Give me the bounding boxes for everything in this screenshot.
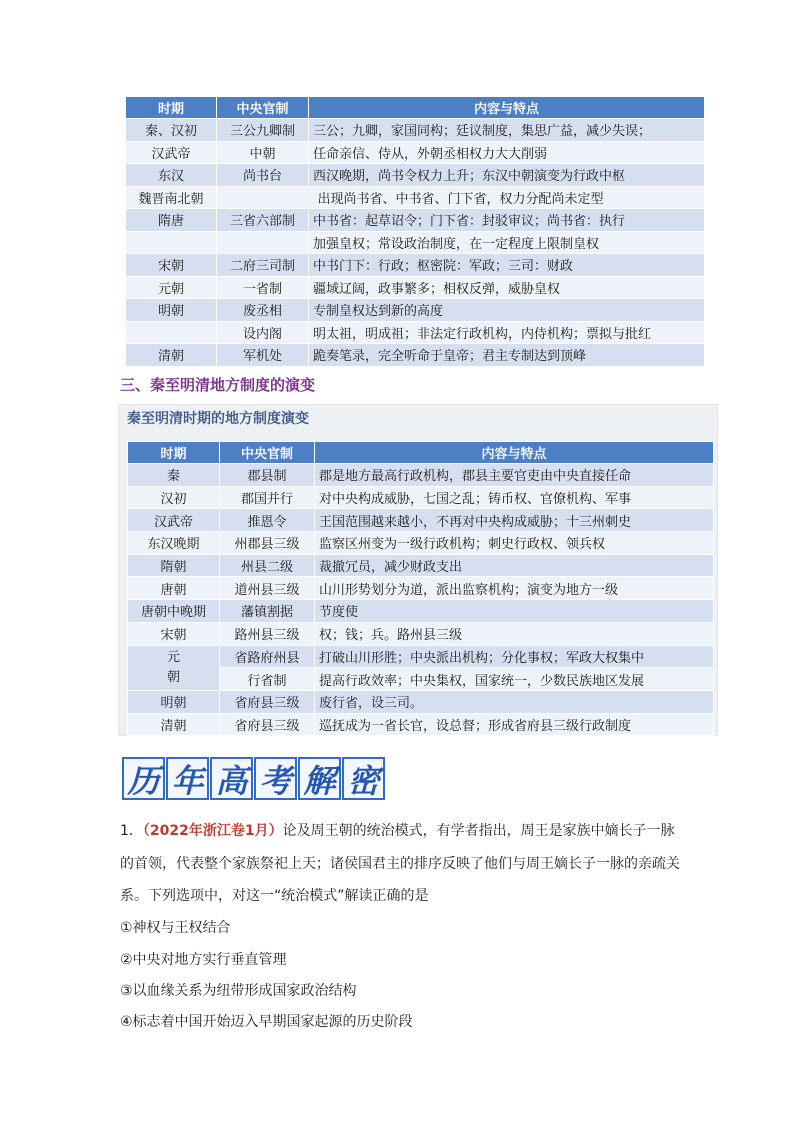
cell-system: 行省制 xyxy=(220,668,315,691)
central-system-table xyxy=(125,96,705,367)
table-row xyxy=(126,231,705,254)
cell-content: 王国范围越来越小，不再对中央构成威胁；十三州刺史 xyxy=(315,509,714,532)
exam-banner xyxy=(122,757,385,800)
cell-system: 省路府州县 xyxy=(220,645,315,668)
cell-period: 隋朝 xyxy=(128,554,220,577)
cell-content: 中书门下：行政；枢密院：军政；三司：财政 xyxy=(309,254,705,277)
cell-content: 巡抚成为一省长官，设总督；形成省府县三级行政制度 xyxy=(315,713,714,736)
cell-content: 疆域辽阔，政事繁多；相权反弹，威胁皇权 xyxy=(309,276,705,299)
header-period: 时期 xyxy=(126,97,217,119)
header-content: 内容与特点 xyxy=(315,442,714,464)
banner-char: 高 xyxy=(210,757,253,800)
question-line-1 xyxy=(120,820,675,840)
cell-period: 唐朝中晚期 xyxy=(128,600,220,623)
cell-content: 跪奏笔录，完全听命于皇帝；君主专制达到顶峰 xyxy=(309,344,705,367)
cell-content: 任命亲信、侍从，外朝丞相权力大大削弱 xyxy=(309,141,705,164)
yuan-label-bottom: 朝 xyxy=(166,669,180,685)
option-2: ②中央对地方实行垂直管理 xyxy=(120,952,287,968)
question-line-2: 的首领，代表整个家族祭祀上天；诸侯国君主的排序反映了他们与周王嫡长子一脉的亲疏关 xyxy=(120,856,680,872)
table-row xyxy=(126,321,705,344)
cell-system: 军机处 xyxy=(217,344,309,367)
cell-content: 权；钱；兵。路州县三级 xyxy=(315,622,714,645)
table-row xyxy=(126,299,705,322)
cell-content: 对中央构成威胁，七国之乱；铸币权、官僚机构、军事 xyxy=(315,486,714,509)
cell-period: 东汉 xyxy=(126,164,217,187)
cell-system: 郡国并行 xyxy=(220,486,315,509)
cell-system: 三公九卿制 xyxy=(217,119,309,142)
table-row xyxy=(128,554,714,577)
table-row xyxy=(126,209,705,232)
table-row xyxy=(128,577,714,600)
section-heading: 三、秦至明清地方制度的演变 xyxy=(120,376,316,394)
cell-period: 秦、汉初 xyxy=(126,119,217,142)
header-content: 内容与特点 xyxy=(309,97,705,119)
cell-system: 推恩令 xyxy=(220,509,315,532)
header-official-system: 中央官制 xyxy=(220,442,315,464)
cell-system: 三省六部制 xyxy=(217,209,309,232)
table-row xyxy=(126,254,705,277)
cell-content: 提高行政效率；中央集权，国家统一，少数民族地区发展 xyxy=(315,668,714,691)
cell-content: 明太祖，明成祖；非法定行政机构，内侍机构；票拟与批红 xyxy=(309,321,705,344)
cell-period: 明朝 xyxy=(126,299,217,322)
cell-system: 路州县三级 xyxy=(220,622,315,645)
cell-period xyxy=(126,231,217,254)
cell-period: 明朝 xyxy=(128,690,220,713)
cell-period: 清朝 xyxy=(126,344,217,367)
cell-system: 州县二级 xyxy=(220,554,315,577)
cell-content: 打破山川形胜；中央派出机构；分化事权；军政大权集中 xyxy=(315,645,714,668)
table-header-row xyxy=(128,442,714,464)
table-row xyxy=(128,713,714,736)
cell-period: 魏晋南北朝 xyxy=(126,186,217,209)
cell-content: 西汉晚期，尚书令权力上升；东汉中朝演变为行政中枢 xyxy=(309,164,705,187)
table-row xyxy=(128,509,714,532)
cell-system: 道州县三级 xyxy=(220,577,315,600)
cell-content: 中书省：起草诏令；门下省：封驳审议；尚书省：执行 xyxy=(309,209,705,232)
cell-content: 节度使 xyxy=(315,600,714,623)
cell-period: 东汉晚期 xyxy=(128,532,220,555)
table-header-row xyxy=(126,97,705,119)
figure-title: 秦至明清时期的地方制度演变 xyxy=(127,411,309,427)
table-row xyxy=(128,690,714,713)
cell-period: 宋朝 xyxy=(128,622,220,645)
cell-period: 汉初 xyxy=(128,486,220,509)
banner-char: 密 xyxy=(342,757,385,800)
cell-content: 出现尚书省、中书省、门下省，权力分配尚未定型 xyxy=(217,186,705,209)
table-row xyxy=(128,645,714,668)
question-text: 论及周王朝的统治模式，有学者指出，周王是家族中嫡长子一脉 xyxy=(282,823,675,839)
cell-system: 一省制 xyxy=(217,276,309,299)
cell-content: 郡是地方最高行政机构，郡县主要官吏由中央直接任命 xyxy=(315,464,714,487)
header-period: 时期 xyxy=(128,442,220,464)
cell-content: 裁撤冗员，减少财政支出 xyxy=(315,554,714,577)
cell-system: 藩镇割据 xyxy=(220,600,315,623)
table-row xyxy=(128,486,714,509)
cell-system: 省府县三级 xyxy=(220,713,315,736)
cell-system: 二府三司制 xyxy=(217,254,309,277)
table-row xyxy=(126,186,705,209)
table-row xyxy=(128,622,714,645)
cell-system: 尚书台 xyxy=(217,164,309,187)
cell-content: 废行省，设三司。 xyxy=(315,690,714,713)
cell-system: 省府县三级 xyxy=(220,690,315,713)
cell-content: 三公；九卿，家国同构；廷议制度，集思广益，减少失误； xyxy=(309,119,705,142)
banner-char: 历 xyxy=(122,757,165,800)
option-4: ④标志着中国开始迈入早期国家起源的历史阶段 xyxy=(120,1014,413,1030)
cell-system xyxy=(217,231,309,254)
cell-system: 州郡县三级 xyxy=(220,532,315,555)
table-row xyxy=(128,464,714,487)
cell-period: 宋朝 xyxy=(126,254,217,277)
table-row xyxy=(128,600,714,623)
table-row xyxy=(126,141,705,164)
banner-char: 年 xyxy=(166,757,209,800)
cell-content: 加强皇权；常设政治制度，在一定程度上限制皇权 xyxy=(309,231,705,254)
local-system-table xyxy=(127,441,714,736)
banner-char: 考 xyxy=(254,757,297,800)
cell-period: 唐朝 xyxy=(128,577,220,600)
table-row xyxy=(126,344,705,367)
table-row xyxy=(126,276,705,299)
cell-period: 隋唐 xyxy=(126,209,217,232)
cell-system: 设内阁 xyxy=(217,321,309,344)
cell-system: 废丞相 xyxy=(217,299,309,322)
option-1: ①神权与王权结合 xyxy=(120,920,231,936)
question-number: 1． xyxy=(120,823,143,839)
cell-content: 监察区州变为一级行政机构；刺史行政权、领兵权 xyxy=(315,532,714,555)
cell-period xyxy=(126,321,217,344)
table-row xyxy=(126,119,705,142)
local-system-figure xyxy=(118,404,718,736)
cell-period: 清朝 xyxy=(128,713,220,736)
cell-system: 中朝 xyxy=(217,141,309,164)
question-source: （2022年浙江卷1月） xyxy=(142,823,283,839)
table-row xyxy=(126,164,705,187)
header-official-system: 中央官制 xyxy=(217,97,309,119)
cell-period: 秦 xyxy=(128,464,220,487)
option-3: ③以血缘关系为纽带形成国家政治结构 xyxy=(120,983,357,999)
cell-period: 汉武帝 xyxy=(128,509,220,532)
cell-period-yuan xyxy=(128,645,220,690)
banner-char: 解 xyxy=(298,757,341,800)
question-line-3: 系。下列选项中，对这一“统治模式”解读正确的是 xyxy=(120,888,429,904)
cell-content: 专制皇权达到新的高度 xyxy=(309,299,705,322)
cell-system: 郡县制 xyxy=(220,464,315,487)
table-row xyxy=(128,532,714,555)
cell-period: 汉武帝 xyxy=(126,141,217,164)
cell-period: 元朝 xyxy=(126,276,217,299)
yuan-label-top: 元 xyxy=(166,649,180,665)
cell-content: 山川形势划分为道，派出监察机构；演变为地方一级 xyxy=(315,577,714,600)
